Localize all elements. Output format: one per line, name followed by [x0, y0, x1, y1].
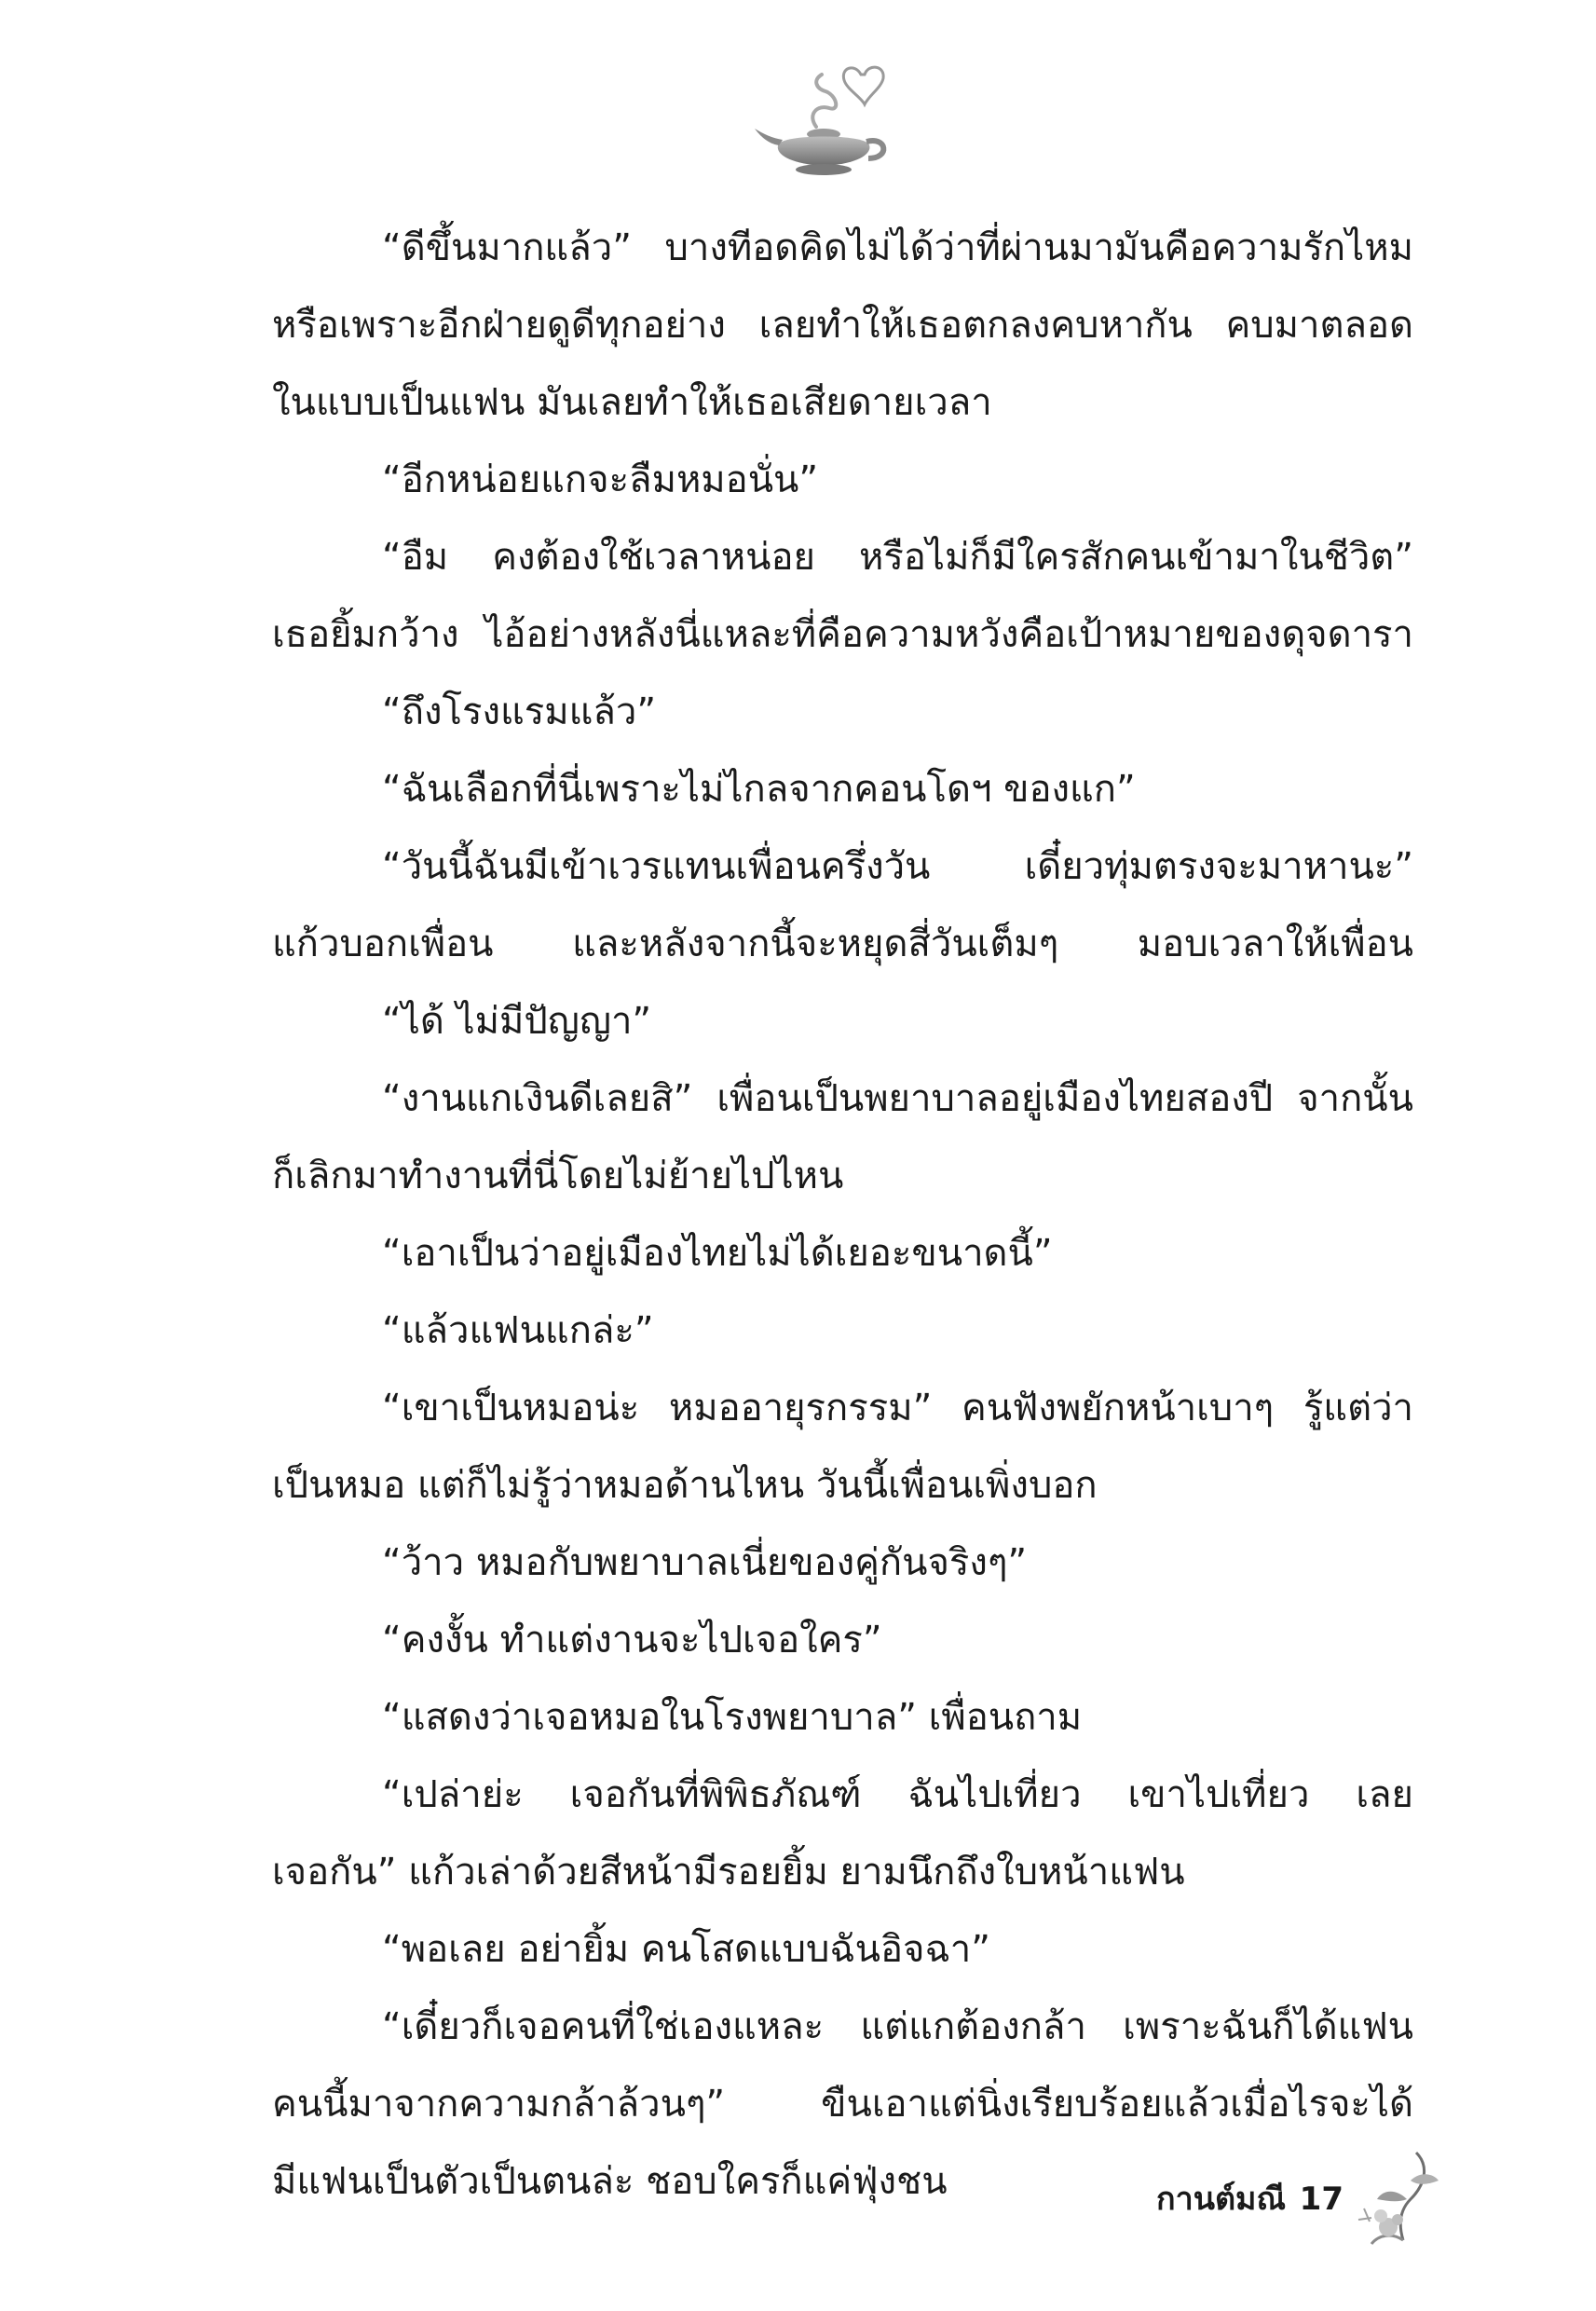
- text-line: เป็นหมอ แต่ก็ไม่รู้ว่าหมอด้านไหน วันนี้เพื่อนเพิ่งบอก: [272, 1464, 1098, 1507]
- text-line: “แสดงว่าเจอหมอในโรงพยาบาล” เพื่อนถาม: [382, 1696, 1083, 1739]
- book-title: กานต์มณี: [1156, 2181, 1286, 2218]
- text-line: “วันนี้ฉันมีเข้าเวรแทนเพื่อนครึ่งวัน เดี๋ยวทุ่มตรงจะมาหานะ”: [382, 845, 1413, 888]
- text-line: “ดีขึ้นมากแล้ว” บางทีอดคิดไม่ได้ว่าที่ผ่านมามันคือความรักไหม: [382, 226, 1413, 269]
- text-line: “แล้วแฟนแกล่ะ”: [382, 1309, 654, 1352]
- story-text: [272, 210, 1413, 2221]
- text-line: “เปล่าย่ะ เจอกันที่พิพิธภัณฑ์ ฉันไปเที่ยว เขาไปเที่ยว เลย: [382, 1773, 1413, 1816]
- text-line: “งานแกเงินดีเลยสิ” เพื่อนเป็นพยาบาลอยู่เมืองไทยสองปี จากนั้น: [382, 1077, 1413, 1120]
- text-line: หรือเพราะอีกฝ่ายดูดีทุกอย่าง เลยทำให้เธอตกลงคบหากัน คบมาตลอด: [272, 304, 1413, 347]
- text-line: คนนี้มาจากความกล้าล้วนๆ” ขืนเอาแต่นิ่งเรียบร้อยแล้วเมื่อไรจะได้: [272, 2083, 1413, 2126]
- text-line: “ฉันเลือกที่นี่เพราะไม่ไกลจากคอนโดฯ ของแก”: [382, 768, 1136, 811]
- text-line: “ถึงโรงแรมแล้ว”: [382, 691, 657, 733]
- text-line: เจอกัน” แก้วเล่าด้วยสีหน้ามีรอยยิ้ม ยามนึกถึงใบหน้าแฟน: [272, 1851, 1185, 1894]
- text-line: “เอาเป็นว่าอยู่เมืองไทยไม่ได้เยอะขนาดนี้”: [382, 1232, 1053, 1275]
- text-line: “เดี๋ยวก็เจอคนที่ใช่เองแหละ แต่แกต้องกล้า เพราะฉันก็ได้แฟน: [382, 2005, 1413, 2048]
- flower-ornament-icon: [1351, 2143, 1453, 2255]
- text-line: “พอเลย อย่ายิ้ม คนโสดแบบฉันอิจฉา”: [382, 1928, 990, 1971]
- page-footer: [1071, 2143, 1463, 2255]
- text-line: เธอยิ้มกว้าง ไอ้อย่างหลังนี่แหละที่คือความหวังคือเป้าหมายของดุจดารา: [272, 613, 1413, 656]
- magic-lamp-heart-icon: [751, 54, 909, 185]
- text-line: “เขาเป็นหมอน่ะ หมออายุรกรรม” คนฟังพยักหน้าเบาๆ รู้แต่ว่า: [382, 1387, 1413, 1429]
- text-line: “ว้าว หมอกับพยาบาลเนี่ยของคู่กันจริงๆ”: [382, 1541, 1028, 1584]
- text-line: มีแฟนเป็นตัวเป็นตนล่ะ ชอบใครก็แค่ฟุ่งชน: [272, 2160, 948, 2203]
- page-number: 17: [1299, 2181, 1344, 2218]
- text-line: ก็เลิกมาทำงานที่นี่โดยไม่ย้ายไปไหน: [272, 1155, 844, 1197]
- text-line: “คงงั้น ทำแต่งานจะไปเจอใคร”: [382, 1619, 882, 1661]
- text-line: “ได้ ไม่มีปัญญา”: [382, 1000, 652, 1043]
- text-line: แก้วบอกเพื่อน และหลังจากนี้จะหยุดสี่วันเต็มๆ มอบเวลาให้เพื่อน: [272, 923, 1413, 965]
- text-line: “อืม คงต้องใช้เวลาหน่อย หรือไม่ก็มีใครสักคนเข้ามาในชีวิต”: [382, 536, 1413, 579]
- text-line: ในแบบเป็นแฟน มันเลยทำให้เธอเสียดายเวลา: [272, 381, 992, 424]
- text-line: “อีกหน่อยแกจะลืมหมอนั่น”: [382, 458, 819, 501]
